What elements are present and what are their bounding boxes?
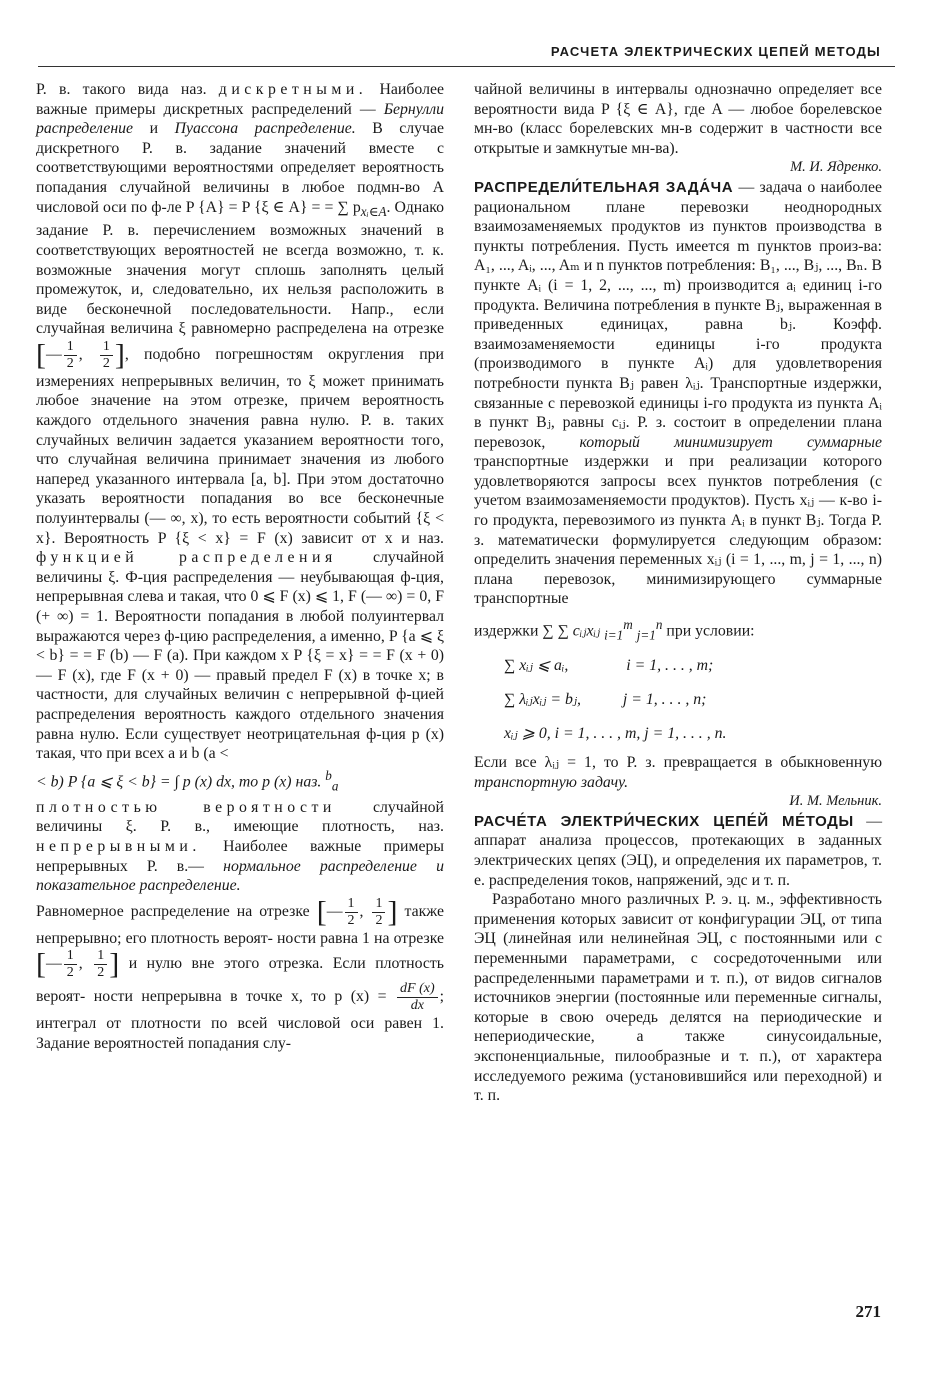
spaced-term: дискретными. bbox=[218, 81, 368, 98]
fraction: $\frac{1}{2}$ bbox=[372, 896, 385, 929]
text-run: и bbox=[149, 120, 159, 138]
fraction: $\frac{1}{2}$ bbox=[94, 948, 107, 981]
text-run: транспортные издержки и при реализации которого удовлетворяются запросы всех пунктов потребления (с учетом взаимозаменяемости продуктов). Пусть xᵢⱼ — к-во i-го продукта, перевозимого из пункта Aᵢ в пункт Bⱼ. Тогда Р. з. математически формулируется следующим образом: определить значения переменных xᵢⱼ (i = 1, ..., m, j = 1, ..., n) плана перевозок, минимизирующего суммарные транспортные bbox=[474, 453, 882, 608]
fraction: $\frac{1}{2}$ bbox=[64, 948, 77, 981]
cross-reference: транспортную задачу. bbox=[474, 773, 629, 791]
text-run: — задача о наиболее рациональном плане перевозки неоднородных взаимозаменяемых продуктов из пунктов производства в пункты потребления. Пусть имеется m пунктов произ-ва: A₁, ..., Aᵢ, ..., Aₘ и n пунктов потребления: B₁, ..., Bⱼ, ..., Bₙ. В пункте Aᵢ (i = 1, 2, ..., ..., m) производится aᵢ единиц i-го продукта. Величина потребления в пункте Bⱼ, выраженная в приведенных единицах, равна bⱼ. Коэфф. взаимозаменяемости единицы i-го продукта (производимого в пункте Aᵢ) для удовлетворения потребности пункта Bⱼ равен λᵢⱼ. Транспортные издержки, связанные с перевозкой единицы i-го продукта из пункта Aᵢ в пункт Bⱼ, равны cᵢⱼ. Р. з. состоит в определении плана перевозок, bbox=[474, 178, 882, 451]
header-rule bbox=[38, 66, 895, 67]
cross-reference: нормальное распределение bbox=[223, 857, 417, 875]
entry-headword: РАСПРЕДЕЛИ́ТЕЛЬНАЯ ЗАДА́ЧА bbox=[474, 178, 734, 196]
integral-line bbox=[36, 766, 444, 796]
page-number: 271 bbox=[855, 1302, 881, 1321]
text-run: возможных значений в соответствующих вероятностей не всегда возможно, т. к. возможные значения могут сплошь заполнять целый промежуток, и, следовательно, их нельзя расположить в виде бесконечной последовательности. Напр., если случайная величина ξ равномерно bbox=[36, 222, 445, 338]
text-run: ности равна 1 на отрезке bbox=[276, 929, 444, 947]
entry bbox=[474, 178, 882, 609]
bracket: ] bbox=[109, 947, 120, 981]
integral-lower: a bbox=[331, 778, 339, 794]
bracket: ] bbox=[114, 338, 125, 372]
derivative-fraction: $\frac{dF (x)}{dx}$ bbox=[397, 981, 438, 1014]
text-run: — аппарат анализа процессов, протекающих в заданных электрических цепях (ЭЦ), и определения их параметров, т. е. распределения токов, напряжений, эдс и т. п. bbox=[474, 812, 882, 889]
paragraph bbox=[474, 753, 882, 792]
entry bbox=[474, 812, 882, 890]
text-run: случайной величины ξ. Ф-ция распределения — неубывающая ф-ция, непрерывная слева и такая, что 0 ⩽ F (x) ⩽ 1, F (— ∞) = 0, F (+ ∞) = 1. Вероятности попадания в любой полуинтервал выражаются через ф-цию распределения, а именно, P {a ⩽ ξ < b} = = F (b) — F (a). При каждом x P {ξ = x} = = F (x + 0) — F (x), где F (x + 0) — правый предел F (x) в точке x; в частности, для случайных величин с непрерывной ф-цией распределения вероятность каждого отдельного значения равна нулю. Если существует неотрицательная ф-ция p (x) такая, что при всех a и b (a < bbox=[36, 549, 445, 763]
cross-reference: Пуассона распределение. bbox=[174, 120, 356, 138]
sum-lower: i=1 bbox=[604, 627, 624, 643]
objective-line bbox=[474, 615, 882, 645]
cross-reference: Бернулли распределение bbox=[36, 100, 445, 138]
text-run: распределена на отрезке bbox=[276, 320, 444, 338]
text-run: также непрерывно; его плотность вероят- bbox=[36, 902, 445, 947]
text-run: при условии: bbox=[666, 622, 755, 640]
emphasis: который минимизирует суммарные bbox=[579, 433, 882, 451]
text-run: издержки bbox=[474, 622, 539, 640]
constraint-3: xᵢⱼ ⩾ 0, i = 1, . . . , m, j = 1, . . . , n. bbox=[504, 725, 727, 743]
text-run: Р. в. такого вида наз. bbox=[36, 81, 207, 98]
cross-reference: показательное распределение. bbox=[36, 877, 241, 895]
text-run: случайной величины ξ. Р. в., имеющие плотность, наз. bbox=[36, 798, 445, 836]
spaced-term: плотностью вероятности bbox=[36, 798, 336, 816]
constraint-1: ∑ xᵢⱼ ⩽ aᵢ, i = 1, . . . , m; bbox=[504, 657, 714, 675]
paragraph bbox=[474, 80, 882, 158]
text-run: погрешностям округления при измерениях непрерывных величин, то ξ может принимать любое значение на этом отрезке, причем вероятность каждого отдельного значения равна нулю. Р. в. таких случайных величин задается указанием вероятности того, что случайная величина принимает значения из любого наперед указанного интервала [a, b]. При этом достаточно указать вероятности попадания во все бесконечные полуинтервалы (— ∞, x), то есть вероятности событий {ξ < x}. Вероятность P {ξ < x} = F (x) зависит от x и наз. bbox=[36, 346, 445, 547]
integral-formula: < b) P {a ⩽ ξ < b} = ∫ p (x) dx, то p (x) наз. bbox=[36, 773, 322, 791]
spaced-term: непрерывными. bbox=[36, 837, 201, 855]
text-run: Если все λᵢⱼ = 1, то Р. з. превращается в обыкновенную bbox=[474, 754, 882, 772]
right-column bbox=[474, 80, 882, 1106]
text-run: вне этого отрезка. Если плотность вероят- bbox=[36, 955, 444, 1006]
text-run: , подобно bbox=[124, 346, 201, 363]
sum-subscript: xᵢ∈A bbox=[360, 203, 387, 219]
fraction: $\frac{1}{2}$ bbox=[64, 339, 77, 372]
bracket: ] bbox=[387, 895, 398, 929]
sum-formula: = ∑ p bbox=[324, 198, 361, 216]
text-run: Наиболее важные примеры дискретных распределений — bbox=[36, 81, 445, 118]
bracket: [ bbox=[316, 895, 327, 929]
paragraph: Р. в. такого вида наз. дискретными. Наиболее важные примеры дискретных распределений — Бернулли распределение и Пуассона распределение. В случае дискретного Р. в. задание значений вместе с соответствующими вероятностями определяет вероятность попадания случайной величины в любое подмн-во A числовой оси по ф-ле P {A} = P {ξ ∈ A} = = ∑ $p_{xᵢ\in A}$. Однако задание Р. в. перечислением возможных значений в соответствующих вероятностей не всегда возможно, т. к. возможные значения могут сплошь заполнять целый промежуток, и, следовательно, их нельзя расположить в виде бесконечной последовательности. Напр., если случайная величина ξ равномерно распределена на отрезке [— $\frac{1}{2}$ , $\frac{1}{2}$ ], подобно погрешностям округления при измерениях непрерывных величин, то ξ может принимать любое значение на этом отрезке, причем вероятность каждого отдельного значения равна нулю. Р. в. таких случайных величин задается указанием вероятности того, что случайная величина принимает значения из любого наперед указанного интервала [a, b]. При этом достаточно указать вероятности попадания во все бесконечные полуинтервалы (— ∞, x), то есть вероятности событий {ξ < x}. Вероятность P {ξ < x} = F (x) зависит от x и наз. функцией распределения случайной величины ξ. Ф-ция распределения — неубывающая ф-ция, непрерывная слева и такая, что 0 ⩽ F (x) ⩽ 1, F (— ∞) = 0, F (+ ∞) = 1. Вероятности попадания в любой полуинтервал выражаются через ф-цию распределения, а именно, P {a ⩽ ξ < b} = = F (b) — F (a). При каждом x P {ξ = x} = = F (x + 0) — F (x), где F (x + 0) — правый предел F (x) в точке x; в частности, для случайных величин с непрерывной ф-цией распределения вероятность каждого отдельного значения равна нулю. Если существует неотрицательная ф-ция p (x) такая, что при всех a и b (a < bbox=[36, 81, 445, 763]
paragraph bbox=[36, 798, 444, 896]
fraction: $\frac{1}{2}$ bbox=[100, 339, 113, 372]
author-signature: М. И. Ядренко. bbox=[790, 159, 882, 176]
sum-upper: n bbox=[655, 617, 663, 633]
paragraph: Равномерное распределение на отрезке [— $\frac{1}{2}$ , $\frac{1}{2}$ ] также непрерывно; его плотность вероят- ности равна 1 на отрезке [— $\frac{1}{2}$ , $\frac{1}{2}$ ] и нулю вне этого отрезка. Если плотность вероят- ности непрерывна в точке x, то p (x) = $\frac{dF (x)}{dx}$ ; интеграл от плотности по всей числовой оси равен 1. Задание вероятностей попадания слу- bbox=[36, 895, 445, 1052]
text-run: ности непрерывна в точке x, то p (x) = bbox=[93, 988, 387, 1006]
spaced-term: функцией распределения bbox=[36, 549, 337, 567]
left-column bbox=[36, 80, 444, 1054]
integral-upper: b bbox=[325, 767, 332, 783]
text-run: интеграл от плотности по всей числовой оси равен 1. Задание вероятностей попадания слу- bbox=[36, 1015, 444, 1052]
sum-lower: j=1 bbox=[636, 627, 656, 643]
text-run: В случае дискретного Р. в. задание значений вместе с соответствующими вероятностями определяет вероятность попадания случайной величины в любое подмн-во A числовой оси по ф-ле P {A} = P {ξ ∈ A} = bbox=[36, 120, 445, 216]
sum-upper: m bbox=[623, 617, 633, 633]
author-signature: И. М. Мельник. bbox=[789, 793, 882, 810]
paragraph bbox=[474, 890, 882, 1106]
entry-headword: РАСЧЕ́ТА ЭЛЕКТРИ́ЧЕСКИХ ЦЕПЕ́Й МЕ́ТОДЫ bbox=[474, 812, 854, 830]
text-run: и bbox=[436, 857, 444, 875]
text-run: Разработано много различных Р. э. ц. м., эффективность применения которых зависит от конфигурации ЭЦ, от типа ЭЦ (линейная или нелинейная ЭЦ, с постоянными или с переменными параметрами, с сосредоточенными или распределенными параметрами и т. п.), от видов сигналов источников энергии (постоянные или переменные сигналы, которые в свою очередь делятся на периодические и непериодические, а также синусоидальные, экспоненциальные, пилообразные и т. п.), от характера исследуемого режима (установившийся или переходной) и т. п. bbox=[474, 891, 882, 1105]
bracket: [ bbox=[36, 947, 46, 981]
text-run: . Однако задание Р. в. перечислением bbox=[36, 198, 445, 240]
bracket: [ bbox=[36, 338, 46, 372]
text-run: чайной величины в интервалы однозначно определяет все вероятности вида P {ξ ∈ A}, где A — любое борелевское мн-во (класс борелевских мн-в содержит в частности все открытые и замкнутые мн-ва). bbox=[474, 81, 882, 157]
text-run: и нулю bbox=[128, 955, 182, 973]
constraint-2: ∑ λᵢⱼxᵢⱼ = bⱼ, j = 1, . . . , n; bbox=[504, 691, 707, 709]
fraction: $\frac{1}{2}$ bbox=[345, 896, 358, 929]
text-run: Равномерное распределение на отрезке bbox=[36, 902, 310, 920]
objective-formula: ∑ ∑ cᵢⱼxᵢⱼ bbox=[542, 622, 601, 640]
running-title: РАСЧЕТА ЭЛЕКТРИЧЕСКИХ ЦЕПЕЙ МЕТОДЫ bbox=[550, 44, 881, 59]
text-run: Наиболее важные примеры непрерывных Р. в.— bbox=[36, 837, 444, 875]
